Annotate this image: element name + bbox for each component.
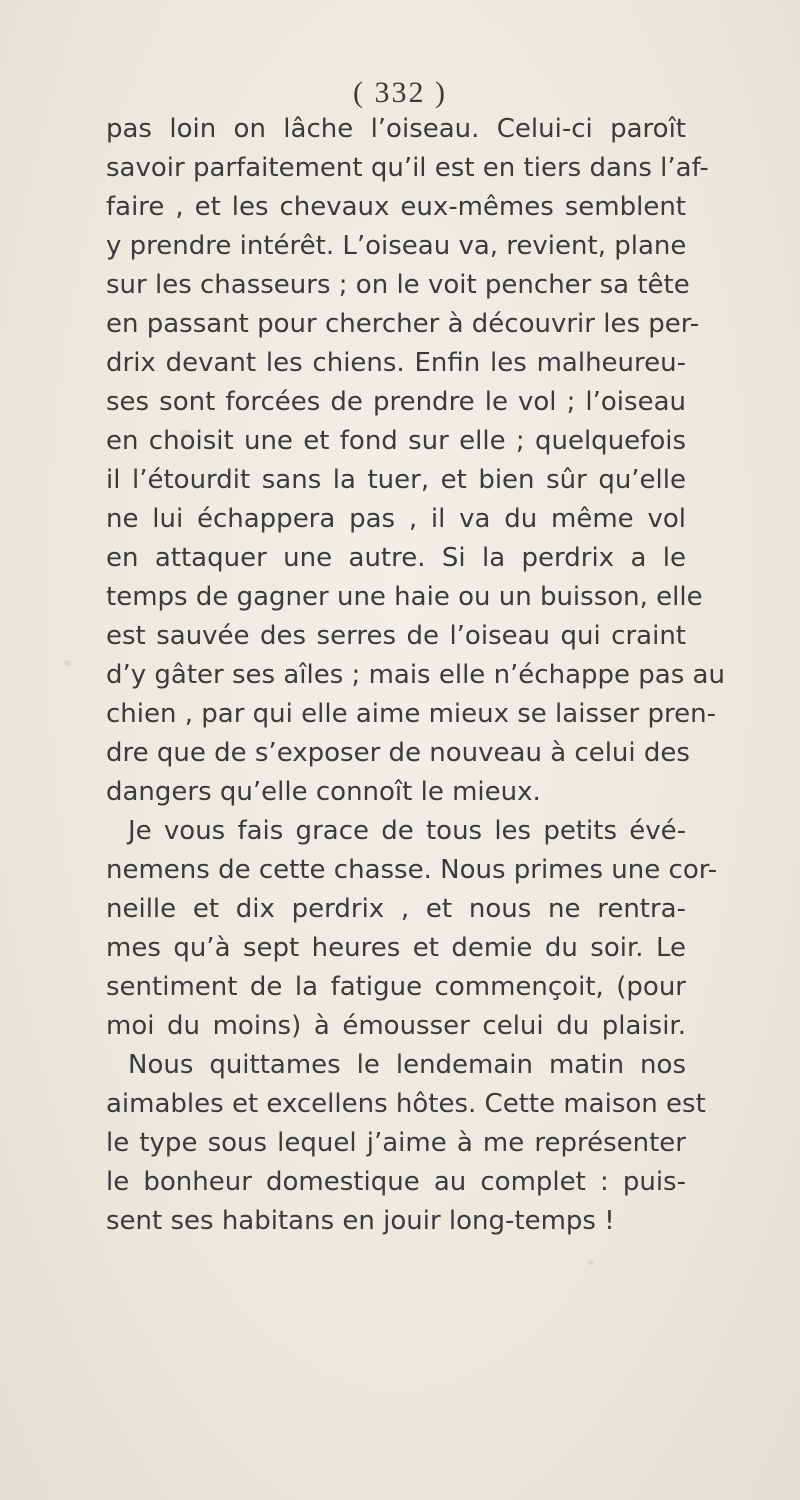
text-line: aimables et excellens hôtes. Cette maison est (106, 1089, 706, 1119)
text-line: en attaquer une autre. Si la perdrix a le (106, 543, 686, 573)
text-line: mes qu’à sept heures et demie du soir. Le (106, 933, 686, 963)
text-line: moi du moins) à émousser celui du plaisir. (106, 1011, 686, 1041)
text-line: y prendre intérêt. L’oiseau va, revient, plane (106, 231, 687, 261)
text-line: sent ses habitans en jouir long-temps ! (106, 1206, 615, 1236)
text-line: il l’étourdit sans la tuer, et bien sûr qu’elle (106, 465, 686, 495)
paper-blemish (588, 1260, 594, 1265)
text-line: en passant pour chercher à découvrir les per- (106, 309, 700, 339)
text-line: Nous quittames le lendemain matin nos (128, 1050, 686, 1080)
paper-blemish (64, 660, 71, 666)
text-line: ne lui échappera pas , il va du même vol (106, 504, 686, 534)
text-line: le type sous lequel j’aime à me représenter (106, 1128, 686, 1158)
text-line: Je vous fais grace de tous les petits évé- (128, 816, 686, 846)
text-line: en choisit une et fond sur elle ; quelquefois (106, 426, 686, 456)
text-line: nemens de cette chasse. Nous primes une cor- (106, 855, 718, 885)
text-line: sentiment de la fatigue commençoit, (pour (106, 972, 686, 1002)
text-line: faire , et les chevaux eux-mêmes semblent (106, 192, 686, 222)
text-line: le bonheur domestique au complet : puis- (106, 1167, 686, 1197)
text-line: chien , par qui elle aime mieux se laisser pren- (106, 699, 716, 729)
page-number: ( 332 ) (353, 76, 447, 109)
text-line: temps de gagner une haie ou un buisson, elle (106, 582, 703, 612)
text-line: dangers qu’elle connoît le mieux. (106, 777, 541, 807)
text-line: d’y gâter ses aîles ; mais elle n’échappe pas au (106, 660, 725, 690)
text-line: pas loin on lâche l’oiseau. Celui-ci paroît (106, 114, 686, 144)
text-line: savoir parfaitement qu’il est en tiers dans l’af- (106, 153, 709, 183)
text-line: sur les chasseurs ; on le voit pencher sa tête (106, 270, 690, 300)
text-line: ses sont forcées de prendre le vol ; l’oiseau (106, 387, 686, 417)
text-line: est sauvée des serres de l’oiseau qui craint (106, 621, 686, 651)
text-line: dre que de s’exposer de nouveau à celui des (106, 738, 690, 768)
text-line: drix devant les chiens. Enfin les malheureu- (106, 348, 686, 378)
text-line: neille et dix perdrix , et nous ne rentra- (106, 894, 686, 924)
